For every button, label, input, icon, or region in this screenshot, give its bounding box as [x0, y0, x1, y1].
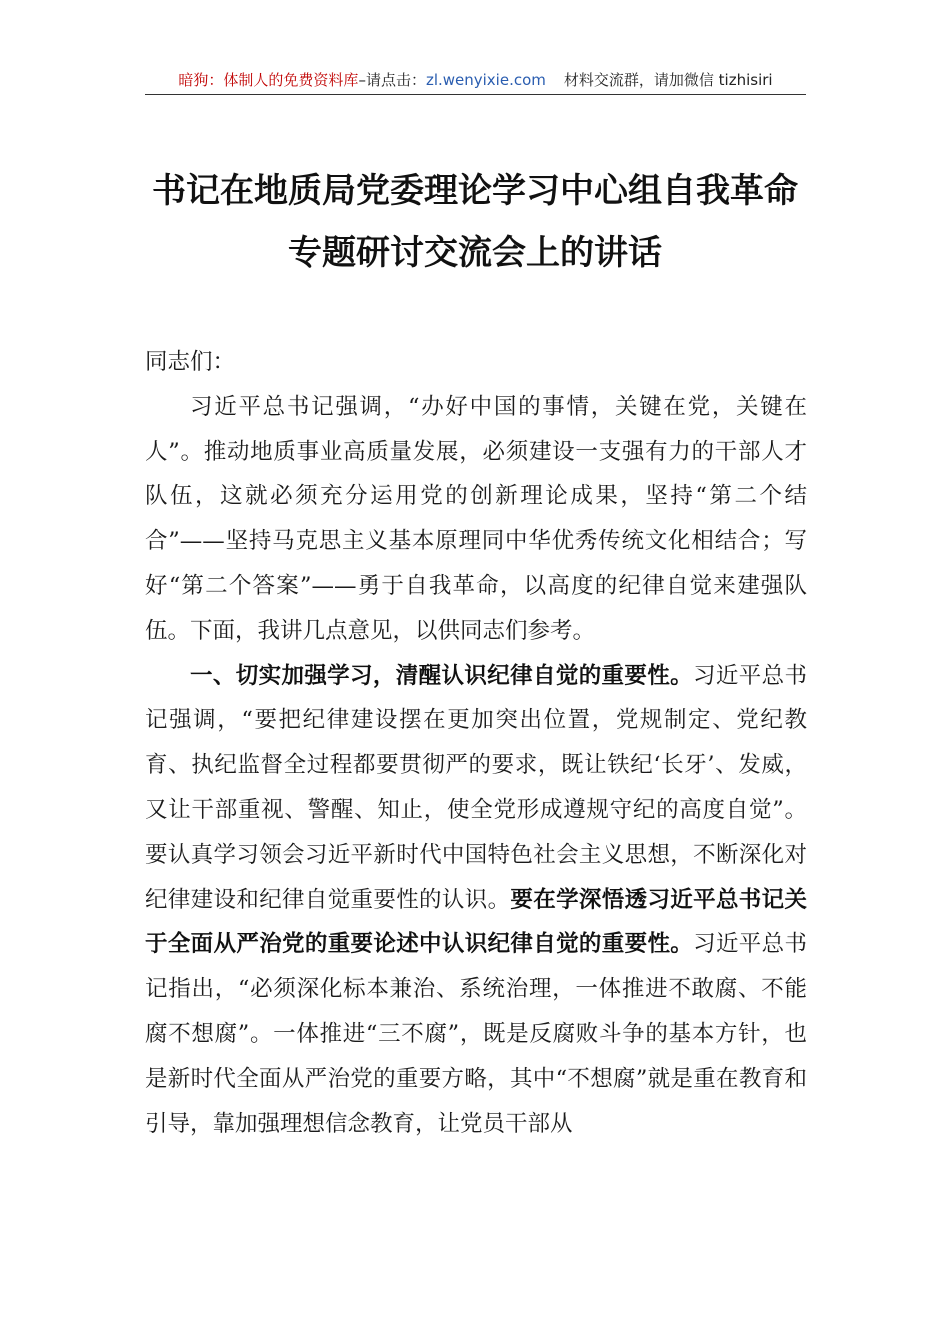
paragraph-section-1 [145, 654, 807, 1147]
header-url-link[interactable]: zl.wenyixie.com [425, 71, 546, 89]
header-brand: 暗狗：体制人的免费资料库 [178, 71, 359, 89]
paragraph-intro: 习近平总书记强调，“办好中国的事情，关键在党，关键在人”。推动地质事业高质量发展，必须建设一支强有力的干部人才队伍，这就必须充分运用党的创新理论成果，坚持“第二个结合”——坚持马克思主义基本原理同中华优秀传统文化相结合；写好“第二个答案”——勇于自我革命，以高度的纪律自觉来建强队伍。下面，我讲几点意见，以供同志们参考。 [145, 393, 807, 644]
document-body [145, 340, 807, 1146]
header-click-prompt: –请点击： [358, 71, 426, 89]
header-contact: 材料交流群，请加微信 tizhisiri [563, 71, 773, 89]
section-1-bold-point: 要在学深悟透习近平总书记关于全面从严治党的重要论述中认识纪律自觉的重要性。 [145, 886, 807, 958]
page-header [145, 68, 806, 95]
section-1-text-b: 习近平总书记指出，“必须深化标本兼治、系统治理，一体推进不敢腐、不能腐不想腐”。一体推进“三不腐”，既是反腐败斗争的基本方针，也是新时代全面从严治党的重要方略，其中“不想腐”就是重在教育和引导，靠加强理想信念教育，让党员干部从 [145, 931, 807, 1137]
salutation: 同志们： [145, 349, 236, 375]
document-title: 书记在地质局党委理论学习中心组自我革命专题研讨交流会上的讲话 [152, 171, 798, 273]
section-1-text-a: 习近平总书记强调，“要把纪律建设摆在更加突出位置，党规制定、党纪教育、执纪监督全过程都要贯彻严的要求，既让铁纪‘长牙’、发威，又让干部重视、警醒、知止，使全党形成遵规守纪的高度自觉”。要认真学习领会习近平新时代中国特色社会主义思想，不断深化对纪律建设和纪律自觉重要性的认识。 [145, 662, 807, 913]
section-1-heading: 一、切实加强学习，清醒认识纪律自觉的重要性。 [190, 662, 694, 689]
